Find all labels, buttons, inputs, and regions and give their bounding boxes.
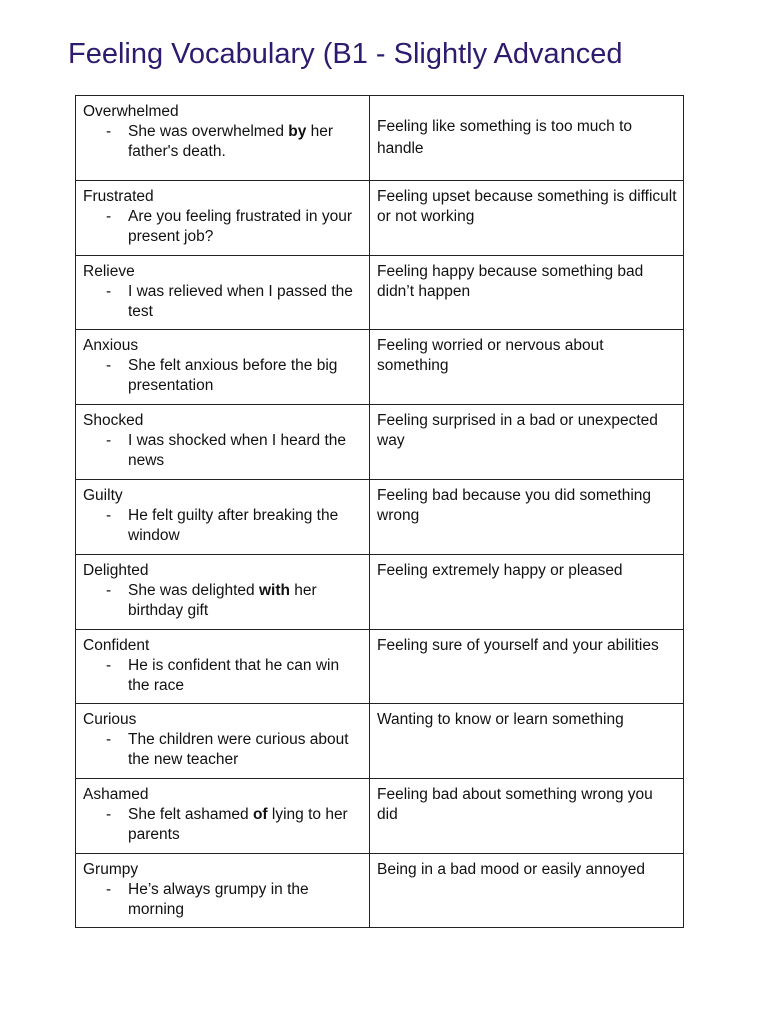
example-preposition: by — [288, 123, 307, 140]
vocab-word: Overwhelmed — [83, 103, 179, 120]
vocab-definition: Feeling bad about something wrong you did — [377, 786, 653, 823]
bullet-dash: - — [106, 208, 112, 225]
vocab-definition: Feeling extremely happy or pleased — [377, 562, 623, 579]
example-sentence — [83, 506, 363, 546]
word-cell — [76, 779, 370, 854]
example-text: He is confident that he can win the race — [128, 657, 340, 694]
definition-cell — [370, 96, 684, 181]
table-row — [76, 480, 684, 555]
vocab-word: Grumpy — [83, 861, 139, 878]
page-title: Feeling Vocabulary (B1 - Slightly Advanced — [68, 38, 623, 70]
example-text: She was delighted — [128, 582, 259, 599]
example-text: The children were curious about the new teacher — [128, 731, 349, 768]
vocab-definition: Feeling sure of yourself and your abilities — [377, 637, 659, 654]
vocab-word: Relieve — [83, 263, 135, 280]
definition-cell — [370, 630, 684, 704]
table-row — [76, 96, 684, 181]
bullet-dash: - — [106, 123, 112, 140]
example-sentence — [83, 356, 363, 396]
bullet-dash: - — [106, 731, 112, 748]
table-row — [76, 779, 684, 854]
bullet-dash: - — [106, 283, 112, 300]
table-row — [76, 181, 684, 256]
table-row — [76, 555, 684, 630]
definition-cell — [370, 330, 684, 405]
vocab-definition: Feeling like something is too much to handle — [377, 118, 633, 157]
vocab-definition: Feeling happy because something bad didn’t happen — [377, 263, 644, 300]
word-cell — [76, 630, 370, 704]
definition-cell — [370, 181, 684, 256]
table-row — [76, 405, 684, 480]
vocab-definition: Feeling upset because something is difficult or not working — [377, 188, 677, 225]
definition-cell — [370, 779, 684, 854]
example-sentence — [83, 730, 363, 770]
example-text: I was shocked when I heard the news — [128, 432, 346, 469]
example-preposition: with — [258, 582, 290, 599]
vocab-word: Anxious — [83, 337, 139, 354]
vocab-definition: Feeling surprised in a bad or unexpected way — [377, 412, 658, 449]
definition-cell — [370, 256, 684, 330]
example-sentence — [83, 431, 363, 471]
word-cell — [76, 96, 370, 181]
vocab-word: Delighted — [83, 562, 149, 579]
example-preposition: of — [252, 806, 268, 823]
word-cell — [76, 704, 370, 779]
table-row — [76, 256, 684, 330]
example-sentence — [83, 207, 363, 247]
example-text: Are you feeling frustrated in your present job? — [128, 208, 353, 245]
table-row — [76, 630, 684, 704]
vocab-word: Shocked — [83, 412, 144, 429]
definition-cell — [370, 854, 684, 928]
vocab-word: Frustrated — [83, 188, 154, 205]
vocab-word: Ashamed — [83, 786, 149, 803]
vocab-definition: Being in a bad mood or easily annoyed — [377, 861, 645, 878]
vocab-word: Curious — [83, 711, 137, 728]
table-row — [76, 704, 684, 779]
definition-cell — [370, 480, 684, 555]
example-text-end: lying to her parents — [128, 806, 348, 843]
word-cell — [76, 256, 370, 330]
word-cell — [76, 854, 370, 928]
table-row — [76, 330, 684, 405]
example-sentence — [83, 122, 363, 162]
example-sentence — [83, 805, 363, 845]
example-text-end: her birthday gift — [128, 582, 317, 619]
example-sentence — [83, 581, 363, 621]
definition-cell — [370, 405, 684, 480]
example-text: I was relieved when I passed the test — [128, 283, 353, 320]
example-sentence — [83, 282, 363, 322]
example-text: He’s always grumpy in the morning — [128, 881, 309, 918]
vocab-definition: Feeling bad because you did something wrong — [377, 487, 652, 524]
word-cell — [76, 181, 370, 256]
example-text: She felt ashamed — [128, 806, 253, 823]
bullet-dash: - — [106, 432, 112, 449]
bullet-dash: - — [106, 582, 112, 599]
bullet-dash: - — [106, 357, 112, 374]
word-cell — [76, 555, 370, 630]
vocabulary-table — [75, 95, 684, 928]
bullet-dash: - — [106, 806, 112, 823]
bullet-dash: - — [106, 507, 112, 524]
definition-cell — [370, 704, 684, 779]
vocab-definition: Feeling worried or nervous about something — [377, 337, 604, 374]
bullet-dash: - — [106, 881, 112, 898]
table-row — [76, 854, 684, 928]
example-text: He felt guilty after breaking the window — [128, 507, 339, 544]
word-cell — [76, 405, 370, 480]
definition-cell — [370, 555, 684, 630]
vocab-definition: Wanting to know or learn something — [377, 711, 624, 728]
example-text-end: her father's death. — [128, 123, 334, 160]
word-cell — [76, 330, 370, 405]
example-sentence — [83, 880, 363, 920]
example-text: She felt anxious before the big presentation — [128, 357, 338, 394]
word-cell — [76, 480, 370, 555]
vocab-word: Guilty — [83, 487, 123, 504]
example-sentence — [83, 656, 363, 696]
bullet-dash: - — [106, 657, 112, 674]
vocab-word: Confident — [83, 637, 150, 654]
example-text: She was overwhelmed — [128, 123, 289, 140]
vocabulary-table-body — [76, 96, 684, 928]
